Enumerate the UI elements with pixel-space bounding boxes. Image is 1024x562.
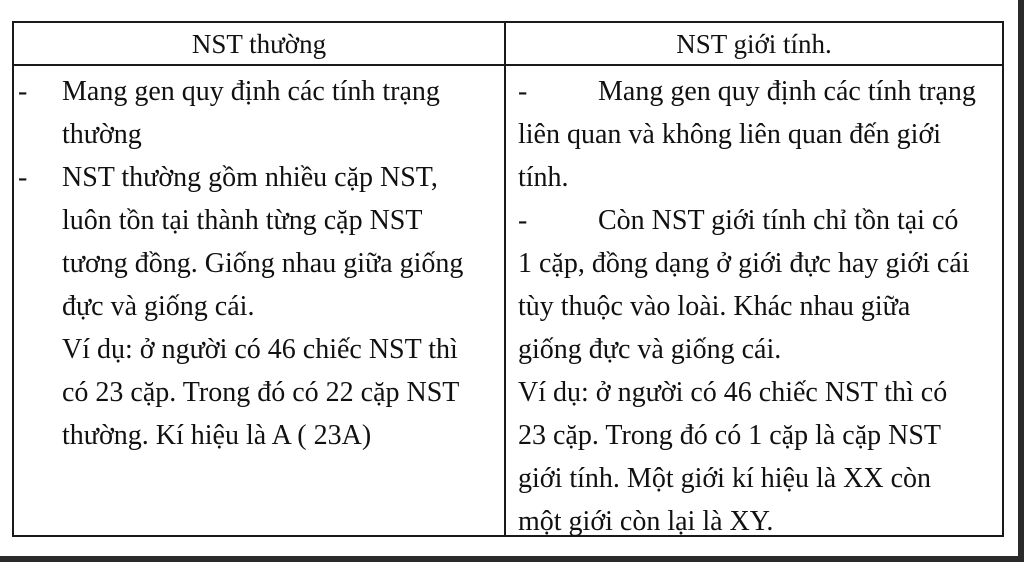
- column-divider: [504, 23, 506, 535]
- sex-chromosome-text: giống đực và giống cái.: [518, 334, 782, 365]
- sex-chromosome-text: tính.: [518, 162, 569, 193]
- header-sex-chromosome: NST giới tính.: [676, 29, 832, 59]
- autosome-text: thường. Kí hiệu là A ( 23A): [62, 420, 372, 451]
- autosome-text: Ví dụ: ở người có 46 chiếc NST thì: [62, 334, 458, 365]
- comparison-table: [12, 21, 1004, 537]
- sex-chromosome-text: 23 cặp. Trong đó có 1 cặp là cặp NST: [518, 420, 942, 451]
- text-line: [514, 371, 994, 414]
- text-line: [514, 457, 994, 500]
- text-line: [514, 156, 994, 199]
- autosome-text: Mang gen quy định các tính trạng: [62, 76, 440, 107]
- text-line: [14, 113, 498, 156]
- sex-chromosome-text: một giới còn lại là XY.: [518, 506, 774, 537]
- autosome-text: thường: [62, 119, 142, 150]
- text-line: [14, 199, 498, 242]
- sex-chromosome-text: Mang gen quy định các tính trạng: [598, 76, 976, 107]
- text-line: [514, 414, 994, 457]
- text-line: [514, 500, 994, 543]
- text-line: [514, 199, 994, 242]
- autosome-text: đực và giống cái.: [62, 291, 255, 322]
- autosome-text: luôn tồn tại thành từng cặp NST: [62, 205, 423, 236]
- list-dash: -: [518, 205, 528, 236]
- list-dash: -: [18, 76, 28, 107]
- list-dash: -: [18, 162, 28, 193]
- sex-chromosome-text: giới tính. Một giới kí hiệu là XX còn: [518, 463, 932, 494]
- autosome-column: [14, 70, 498, 457]
- text-line: [514, 285, 994, 328]
- sex-chromosome-text: tùy thuộc vào loài. Khác nhau giữa: [518, 291, 911, 322]
- text-line: [14, 156, 498, 199]
- header-autosome: NST thường: [191, 29, 327, 59]
- autosome-text: NST thường gồm nhiều cặp NST,: [62, 162, 438, 193]
- text-line: [14, 242, 498, 285]
- list-dash: -: [518, 76, 528, 107]
- sex-chromosome-column: [514, 70, 994, 543]
- sex-chromosome-text: Ví dụ: ở người có 46 chiếc NST thì có: [518, 377, 948, 408]
- text-line: [514, 70, 994, 113]
- autosome-text: có 23 cặp. Trong đó có 22 cặp NST: [62, 377, 460, 408]
- autosome-text: tương đồng. Giống nhau giữa giống: [62, 248, 464, 279]
- text-line: [14, 70, 498, 113]
- sex-chromosome-text: 1 cặp, đồng dạng ở giới đực hay giới cái: [518, 248, 970, 279]
- text-line: [14, 414, 498, 457]
- header-divider: [14, 64, 1002, 66]
- text-line: [14, 371, 498, 414]
- text-line: [14, 285, 498, 328]
- sex-chromosome-text: Còn NST giới tính chỉ tồn tại có: [598, 205, 959, 236]
- text-line: [514, 113, 994, 156]
- sex-chromosome-text: liên quan và không liên quan đến giới: [518, 119, 942, 150]
- text-line: [514, 242, 994, 285]
- text-line: [14, 328, 498, 371]
- text-line: [514, 328, 994, 371]
